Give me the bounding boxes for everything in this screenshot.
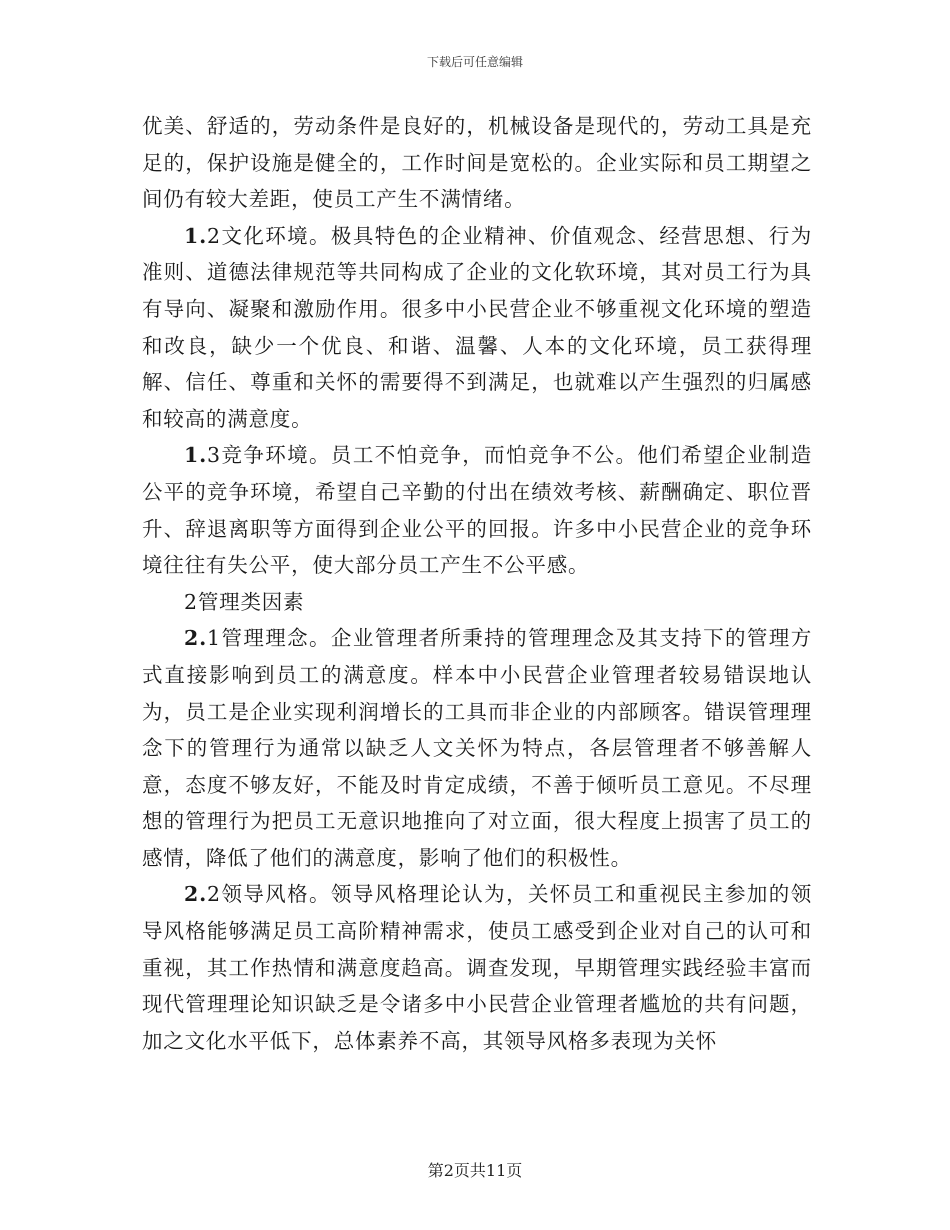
section-number: 2. xyxy=(184,626,208,651)
paragraph xyxy=(142,876,812,1059)
paragraph-text: 1管理理念。企业管理者所秉持的管理理念及其支持下的管理方式直接影响到员工的满意度。样本中小民营企业管理者较易错误地认为，员工是企业实现利润增长的工具而非企业的内部顾客。错误管理理念下的管理行为通常以缺乏人文关怀为特点，各层管理者不够善解人意，态度不够友好，不能及时肯定成绩，不善于倾听员工意见。不尽理想的管理行为把员工无意识地推向了对立面，很大程度上损害了员工的感情，降低了他们的满意度，影响了他们的积极性。 xyxy=(142,626,812,870)
section-number: 2. xyxy=(184,882,208,907)
paragraph xyxy=(142,108,812,218)
paragraph-text: 2文化环境。极具特色的企业精神、价值观念、经营思想、行为准则、道德法律规范等共同构成了企业的文化软环境，其对员工行为具有导向、凝聚和激励作用。很多中小民营企业不够重视文化环境的塑造和改良，缺少一个优良、和谐、温馨、人本的文化环境，员工获得理解、信任、尊重和关怀的需要得不到满足，也就难以产生强烈的归属感和较高的满意度。 xyxy=(142,223,812,431)
paragraph xyxy=(142,218,812,438)
heading-text: 2管理类因素 xyxy=(184,589,305,614)
section-number: 1. xyxy=(184,443,208,468)
paragraph xyxy=(142,620,812,876)
paragraph-text: 2领导风格。领导风格理论认为，关怀员工和重视民主参加的领导风格能够满足员工高阶精神需求，使员工感受到企业对自己的认可和重视，其工作热情和满意度趋高。调查发现，早期管理实践经验丰富而现代管理理论知识缺乏是令诸多中小民营企业管理者尴尬的共有问题，加之文化水平低下，总体素养不高，其领导风格多表现为关怀 xyxy=(142,882,812,1053)
paragraph-text: 优美、舒适的，劳动条件是良好的，机械设备是现代的，劳动工具是充足的，保护设施是健全的，工作时间是宽松的。企业实际和员工期望之间仍有较大差距，使员工产生不满情绪。 xyxy=(142,114,812,212)
page-header: 下载后可任意编辑 xyxy=(426,55,523,69)
page-number: 第2页共11页 xyxy=(427,1161,523,1180)
section-number: 1. xyxy=(184,223,208,248)
paragraph-text: 3竞争环境。员工不怕竞争，而怕竞争不公。他们希望企业制造公平的竞争环境，希望自己辛勤的付出在绩效考核、薪酬确定、职位晋升、辞退离职等方面得到企业公平的回报。许多中小民营企业的竞争环境往往有失公平，使大部分员工产生不公平感。 xyxy=(142,443,812,578)
section-heading xyxy=(142,584,812,621)
document-body xyxy=(142,108,812,1059)
paragraph xyxy=(142,437,812,583)
